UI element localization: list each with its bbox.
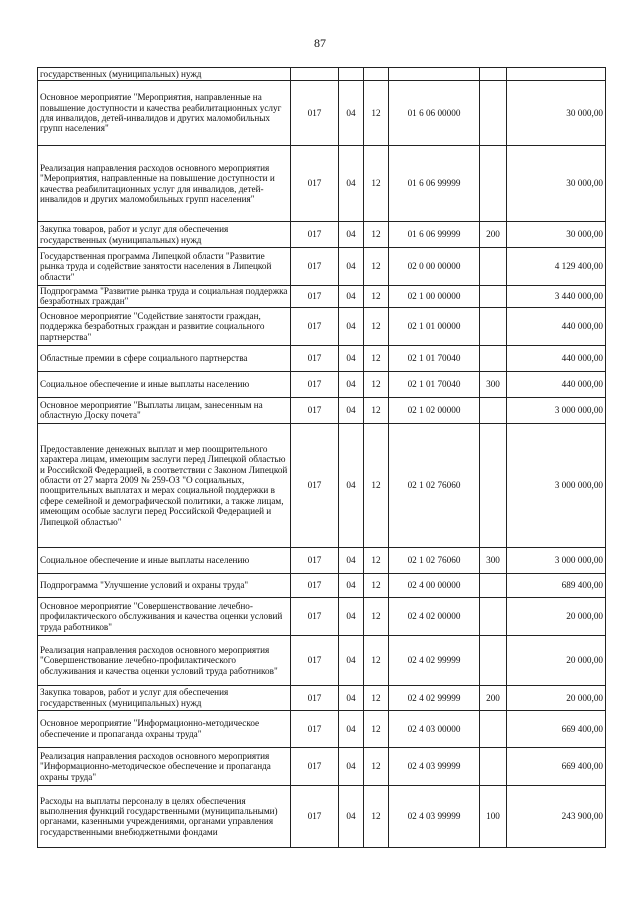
section-code-cell: 04 — [339, 307, 364, 345]
section-code-cell: 04 — [339, 635, 364, 685]
target-article-code-cell: 02 1 00 00000 — [389, 286, 480, 308]
item-name-cell: Реализация направления расходов основного мероприятия "Совершенствование лечебно-профилактического обслуживания и качества оценки условий труда работников" — [38, 635, 291, 685]
target-article-code-cell: 01 6 06 00000 — [389, 81, 480, 146]
subsection-code-cell: 12 — [364, 635, 389, 685]
section-code-cell: 04 — [339, 345, 364, 371]
amount-cell: 440 000,00 — [507, 371, 606, 397]
subsection-code-cell: 12 — [364, 307, 389, 345]
subsection-code-cell: 12 — [364, 286, 389, 308]
department-code-cell: 017 — [291, 597, 339, 635]
expense-type-code-cell — [480, 635, 507, 685]
department-code-cell: 017 — [291, 785, 339, 847]
expense-type-code-cell: 200 — [480, 222, 507, 248]
table-row — [38, 286, 606, 308]
subsection-code-cell: 12 — [364, 248, 389, 286]
department-code-cell: 017 — [291, 710, 339, 747]
amount-cell — [507, 68, 606, 81]
amount-cell: 3 000 000,00 — [507, 397, 606, 423]
department-code-cell: 017 — [291, 747, 339, 785]
amount-cell: 243 900,00 — [507, 785, 606, 847]
item-name-cell: Социальное обеспечение и иные выплаты населению — [38, 371, 291, 397]
amount-cell: 440 000,00 — [507, 345, 606, 371]
item-name-cell: Основное мероприятие "Информационно-методическое обеспечение и пропаганда охраны труда" — [38, 710, 291, 747]
section-code-cell: 04 — [339, 222, 364, 248]
table-row — [38, 710, 606, 747]
table-row — [38, 307, 606, 345]
budget-table — [37, 67, 606, 848]
subsection-code-cell: 12 — [364, 81, 389, 146]
page-number: 87 — [314, 36, 326, 50]
amount-cell: 4 129 400,00 — [507, 248, 606, 286]
subsection-code-cell: 12 — [364, 547, 389, 573]
item-name-cell: Государственная программа Липецкой области "Развитие рынка труда и содействие занятости населения в Липецкой области" — [38, 248, 291, 286]
target-article-code-cell: 02 1 01 70040 — [389, 345, 480, 371]
subsection-code-cell: 12 — [364, 371, 389, 397]
target-article-code-cell: 02 1 01 70040 — [389, 371, 480, 397]
amount-cell: 30 000,00 — [507, 222, 606, 248]
section-code-cell — [339, 68, 364, 81]
subsection-code-cell: 12 — [364, 146, 389, 222]
item-name-cell: Расходы на выплаты персоналу в целях обеспечения выполнения функций государственными (муниципальными) органами, казенными учреждениями, органами управления государственными внебюджетными фондами — [38, 785, 291, 847]
item-name-cell: Реализация направления расходов основного мероприятия "Мероприятия, направленные на повышение доступности и качества реабилитационных услуг для инвалидов, детей-инвалидов и других маломобильных групп населения" — [38, 146, 291, 222]
table-row — [38, 547, 606, 573]
section-code-cell: 04 — [339, 710, 364, 747]
item-name-cell: Областные премии в сфере социального партнерства — [38, 345, 291, 371]
expense-type-code-cell — [480, 307, 507, 345]
item-name-cell: Закупка товаров, работ и услуг для обеспечения государственных (муниципальных) нужд — [38, 685, 291, 710]
target-article-code-cell: 02 1 01 00000 — [389, 307, 480, 345]
department-code-cell: 017 — [291, 307, 339, 345]
item-name-cell: Реализация направления расходов основного мероприятия "Информационно-методическое обеспечение и пропаганда охраны труда" — [38, 747, 291, 785]
item-name-cell: Закупка товаров, работ и услуг для обеспечения государственных (муниципальных) нужд — [38, 222, 291, 248]
target-article-code-cell: 02 4 02 99999 — [389, 635, 480, 685]
table-row — [38, 248, 606, 286]
table-row — [38, 68, 606, 81]
section-code-cell: 04 — [339, 685, 364, 710]
department-code-cell: 017 — [291, 685, 339, 710]
item-name-cell: Подпрограмма "Улучшение условий и охраны труда" — [38, 573, 291, 597]
target-article-code-cell: 02 1 02 76060 — [389, 547, 480, 573]
section-code-cell: 04 — [339, 146, 364, 222]
subsection-code-cell — [364, 68, 389, 81]
amount-cell: 30 000,00 — [507, 146, 606, 222]
department-code-cell: 017 — [291, 222, 339, 248]
expense-type-code-cell — [480, 747, 507, 785]
amount-cell: 669 400,00 — [507, 747, 606, 785]
item-name-cell: Предоставление денежных выплат и мер поощрительного характера лицам, имеющим заслуги перед Липецкой областью и Российской Федерацией, в соответствии с Законом Липецкой области от 27 марта 2009 № 259-ОЗ "О социальных, поощрительных выплатах и мерах социальной поддержки в сфере семейной и демографической политики, а также лицам, имеющим особые заслуги перед Российской Федерацией и Липецкой областью" — [38, 423, 291, 547]
amount-cell: 30 000,00 — [507, 81, 606, 146]
target-article-code-cell: 02 4 02 00000 — [389, 597, 480, 635]
section-code-cell: 04 — [339, 573, 364, 597]
table-row — [38, 81, 606, 146]
table-row — [38, 785, 606, 847]
amount-cell: 20 000,00 — [507, 597, 606, 635]
expense-type-code-cell — [480, 68, 507, 81]
table-row — [38, 635, 606, 685]
budget-table-body — [38, 68, 606, 848]
table-row — [38, 222, 606, 248]
table-row — [38, 573, 606, 597]
section-code-cell: 04 — [339, 397, 364, 423]
expense-type-code-cell: 200 — [480, 685, 507, 710]
expense-type-code-cell — [480, 423, 507, 547]
section-code-cell: 04 — [339, 785, 364, 847]
expense-type-code-cell — [480, 81, 507, 146]
table-row — [38, 597, 606, 635]
amount-cell: 20 000,00 — [507, 685, 606, 710]
section-code-cell: 04 — [339, 547, 364, 573]
department-code-cell: 017 — [291, 146, 339, 222]
department-code-cell: 017 — [291, 573, 339, 597]
table-row — [38, 146, 606, 222]
expense-type-code-cell — [480, 597, 507, 635]
department-code-cell: 017 — [291, 248, 339, 286]
item-name-cell: государственных (муниципальных) нужд — [38, 68, 291, 81]
target-article-code-cell: 02 4 03 99999 — [389, 785, 480, 847]
item-name-cell: Подпрограмма "Развитие рынка труда и социальная поддержка безработных граждан" — [38, 286, 291, 308]
amount-cell: 689 400,00 — [507, 573, 606, 597]
item-name-cell: Основное мероприятие "Содействие занятости граждан, поддержка безработных граждан и развитие социального партнерства" — [38, 307, 291, 345]
expense-type-code-cell — [480, 248, 507, 286]
department-code-cell — [291, 68, 339, 81]
target-article-code-cell: 01 6 06 99999 — [389, 146, 480, 222]
subsection-code-cell: 12 — [364, 222, 389, 248]
target-article-code-cell: 02 4 03 00000 — [389, 710, 480, 747]
subsection-code-cell: 12 — [364, 345, 389, 371]
department-code-cell: 017 — [291, 371, 339, 397]
item-name-cell: Социальное обеспечение и иные выплаты населению — [38, 547, 291, 573]
subsection-code-cell: 12 — [364, 685, 389, 710]
expense-type-code-cell — [480, 286, 507, 308]
section-code-cell: 04 — [339, 423, 364, 547]
department-code-cell: 017 — [291, 635, 339, 685]
subsection-code-cell: 12 — [364, 597, 389, 635]
subsection-code-cell: 12 — [364, 785, 389, 847]
expense-type-code-cell — [480, 146, 507, 222]
expense-type-code-cell — [480, 710, 507, 747]
table-row — [38, 747, 606, 785]
table-row — [38, 423, 606, 547]
subsection-code-cell: 12 — [364, 710, 389, 747]
target-article-code-cell: 02 1 02 00000 — [389, 397, 480, 423]
table-row — [38, 371, 606, 397]
item-name-cell: Основное мероприятие "Выплаты лицам, занесенным на областную Доску почета" — [38, 397, 291, 423]
expense-type-code-cell: 300 — [480, 547, 507, 573]
amount-cell: 669 400,00 — [507, 710, 606, 747]
target-article-code-cell: 02 0 00 00000 — [389, 248, 480, 286]
department-code-cell: 017 — [291, 81, 339, 146]
target-article-code-cell: 02 1 02 76060 — [389, 423, 480, 547]
subsection-code-cell: 12 — [364, 423, 389, 547]
subsection-code-cell: 12 — [364, 573, 389, 597]
department-code-cell: 017 — [291, 286, 339, 308]
target-article-code-cell: 02 4 02 99999 — [389, 685, 480, 710]
subsection-code-cell: 12 — [364, 397, 389, 423]
target-article-code-cell: 02 4 03 99999 — [389, 747, 480, 785]
expense-type-code-cell — [480, 345, 507, 371]
department-code-cell: 017 — [291, 397, 339, 423]
section-code-cell: 04 — [339, 248, 364, 286]
amount-cell: 3 440 000,00 — [507, 286, 606, 308]
target-article-code-cell: 01 6 06 99999 — [389, 222, 480, 248]
target-article-code-cell — [389, 68, 480, 81]
section-code-cell: 04 — [339, 747, 364, 785]
table-row — [38, 397, 606, 423]
amount-cell: 440 000,00 — [507, 307, 606, 345]
expense-type-code-cell — [480, 397, 507, 423]
amount-cell: 3 000 000,00 — [507, 547, 606, 573]
section-code-cell: 04 — [339, 81, 364, 146]
table-row — [38, 685, 606, 710]
subsection-code-cell: 12 — [364, 747, 389, 785]
amount-cell: 20 000,00 — [507, 635, 606, 685]
table-row — [38, 345, 606, 371]
amount-cell: 3 000 000,00 — [507, 423, 606, 547]
target-article-code-cell: 02 4 00 00000 — [389, 573, 480, 597]
item-name-cell: Основное мероприятие "Мероприятия, направленные на повышение доступности и качества реабилитационных услуг для инвалидов, детей-инвалидов и других маломобильных групп населения" — [38, 81, 291, 146]
department-code-cell: 017 — [291, 345, 339, 371]
department-code-cell: 017 — [291, 547, 339, 573]
department-code-cell: 017 — [291, 423, 339, 547]
section-code-cell: 04 — [339, 371, 364, 397]
item-name-cell: Основное мероприятие "Совершенствование лечебно-профилактического обслуживания и качества оценки условий труда работников" — [38, 597, 291, 635]
expense-type-code-cell — [480, 573, 507, 597]
expense-type-code-cell: 300 — [480, 371, 507, 397]
section-code-cell: 04 — [339, 597, 364, 635]
expense-type-code-cell: 100 — [480, 785, 507, 847]
section-code-cell: 04 — [339, 286, 364, 308]
